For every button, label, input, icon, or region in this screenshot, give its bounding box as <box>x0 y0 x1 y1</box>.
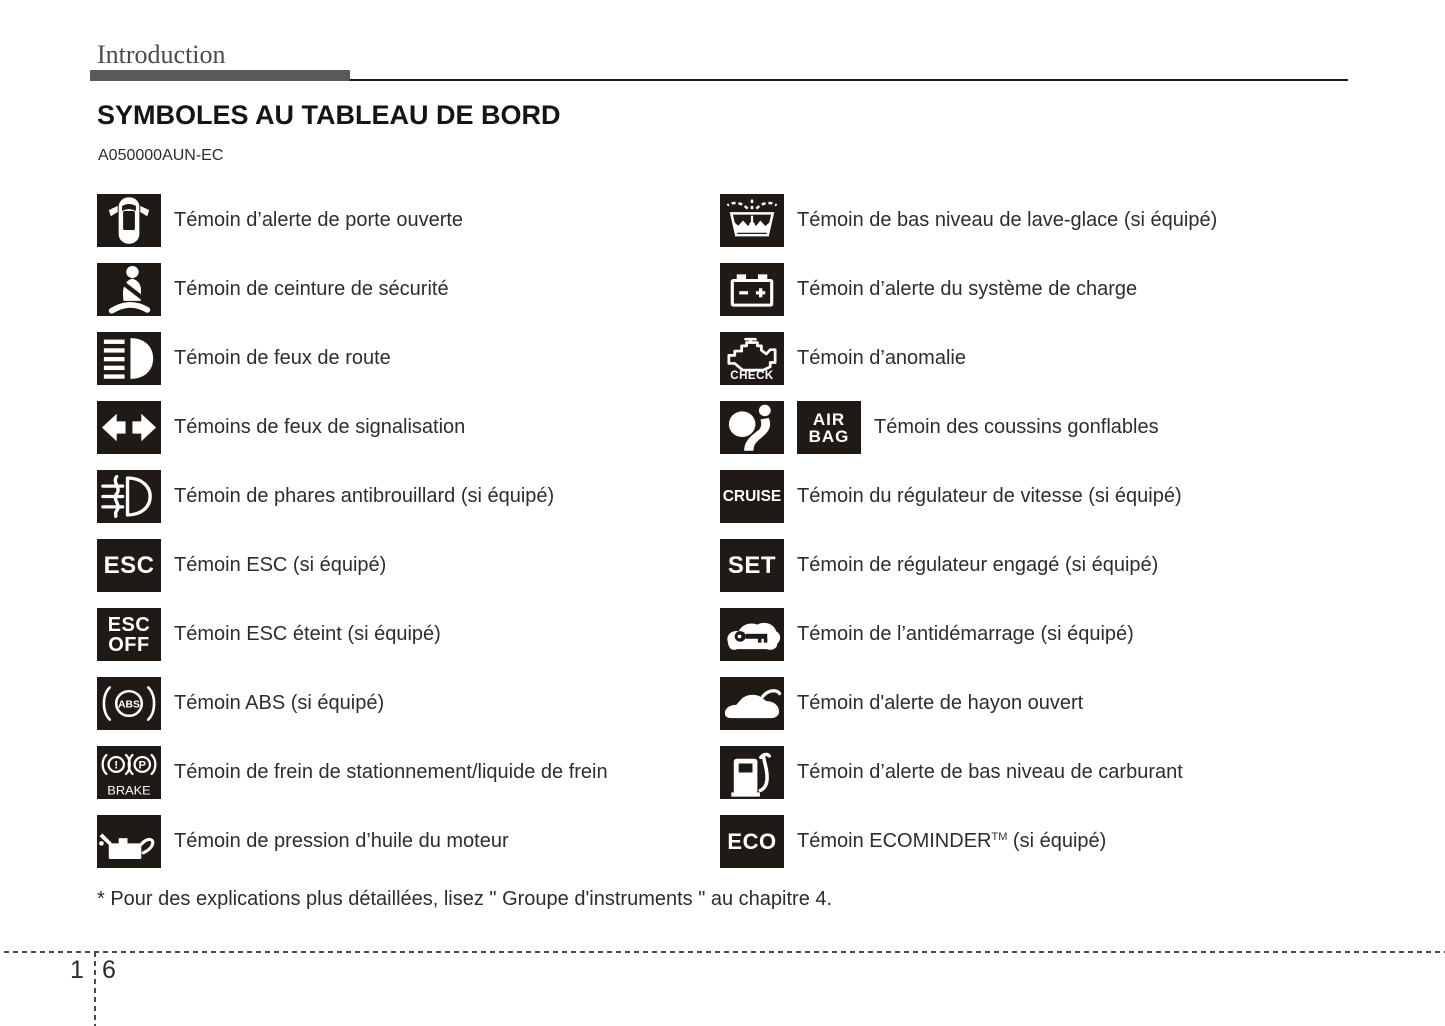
symbol-label: Témoin d’alerte du système de charge <box>797 278 1138 300</box>
cruise-icon-text: CRUISE <box>722 487 782 505</box>
symbol-label: Témoin du régulateur de vitesse (si équipé) <box>797 485 1182 507</box>
chapter-number: 1 <box>70 956 84 984</box>
oil-pressure-icon <box>97 815 161 868</box>
footer-vertical-dashed-line <box>94 952 96 1026</box>
check-engine-icon <box>720 332 784 385</box>
symbol-label: Témoin d'alerte de hayon ouvert <box>797 692 1084 714</box>
symbol-row <box>720 186 1425 255</box>
symbol-label: Témoin ESC (si équipé) <box>174 554 387 576</box>
footnote: * Pour des explications plus détaillées, lisez " Groupe d'instruments " au chapitre 4. <box>97 888 833 910</box>
check-engine-text: CHECK <box>730 370 774 383</box>
symbol-label: Témoin ESC éteint (si équipé) <box>174 623 441 645</box>
brake-exclamation-mark: ! <box>114 759 119 772</box>
symbol-row <box>720 600 1425 669</box>
symbol-label <box>797 830 1106 853</box>
symbol-row <box>720 462 1425 531</box>
air-bag-line2: BAG <box>808 426 850 446</box>
eco-label-text: Témoin ECOMINDER <box>797 830 992 852</box>
footer-dashed-divider <box>4 951 1445 953</box>
esc-off-line1: ESC <box>107 613 151 636</box>
symbol-label: Témoin de frein de stationnement/liquide de frein <box>174 761 608 783</box>
header-rule-line <box>350 79 1348 81</box>
symbol-label: Témoins de feux de signalisation <box>174 416 466 438</box>
symbol-label: Témoin des coussins gonflables <box>874 416 1159 438</box>
brake-icon <box>97 746 161 799</box>
set-icon-text: SET <box>727 551 777 579</box>
abs-icon-text: ABS <box>118 699 140 711</box>
section-code: A050000AUN-EC <box>98 147 224 164</box>
battery-charge-icon <box>720 263 784 316</box>
symbol-label: Témoin de régulateur engagé (si équipé) <box>797 554 1159 576</box>
symbol-row <box>720 738 1425 807</box>
symbol-label: Témoin de pression d’huile du moteur <box>174 830 509 852</box>
tailgate-open-icon <box>720 677 784 730</box>
cruise-icon <box>720 470 784 523</box>
set-icon <box>720 539 784 592</box>
symbol-row <box>97 807 720 876</box>
symbol-table <box>97 186 1425 876</box>
symbol-label: Témoin de l’antidémarrage (si équipé) <box>797 623 1134 645</box>
symbol-label: Témoin de feux de route <box>174 347 391 369</box>
symbol-row <box>97 738 720 807</box>
symbol-row <box>97 255 720 324</box>
air-bag-text-icon <box>797 401 861 454</box>
high-beam-icon <box>97 332 161 385</box>
esc-icon-text: ESC <box>103 551 155 579</box>
seat-belt-icon <box>97 263 161 316</box>
symbol-row <box>720 393 1425 462</box>
eco-icon <box>720 815 784 868</box>
low-fuel-icon <box>720 746 784 799</box>
eco-label-suffix: (si équipé) <box>1007 830 1107 852</box>
immobilizer-icon <box>720 608 784 661</box>
symbol-row <box>97 531 720 600</box>
eco-icon-text: ECO <box>727 828 777 854</box>
symbol-row <box>97 462 720 531</box>
trademark-superscript: TM <box>991 831 1008 843</box>
brake-icon-text: BRAKE <box>107 783 151 798</box>
chapter-header: Introduction <box>97 40 226 69</box>
symbol-label: Témoin de phares antibrouillard (si équipé) <box>174 485 555 507</box>
symbol-row <box>720 255 1425 324</box>
abs-icon <box>97 677 161 730</box>
symbol-label: Témoin d’alerte de bas niveau de carburant <box>797 761 1183 783</box>
right-column <box>720 186 1425 876</box>
symbol-label: Témoin d’anomalie <box>797 347 966 369</box>
header-rule-bar <box>90 70 350 81</box>
symbol-row <box>97 600 720 669</box>
symbol-row <box>97 669 720 738</box>
page-number: 6 <box>102 956 116 984</box>
symbol-row <box>97 186 720 255</box>
esc-off-line2: OFF <box>108 633 150 656</box>
symbol-label: Témoin de bas niveau de lave-glace (si équipé) <box>797 209 1218 231</box>
symbol-label: Témoin de ceinture de sécurité <box>174 278 449 300</box>
symbol-label: Témoin ABS (si équipé) <box>174 692 385 714</box>
esc-off-icon <box>97 608 161 661</box>
washer-fluid-icon <box>720 194 784 247</box>
turn-signal-icon <box>97 401 161 454</box>
door-open-warning-icon <box>97 194 161 247</box>
esc-icon <box>97 539 161 592</box>
symbol-row <box>720 669 1425 738</box>
left-column <box>97 186 720 876</box>
page-title: SYMBOLES AU TABLEAU DE BORD <box>97 100 561 130</box>
symbol-row <box>720 531 1425 600</box>
airbag-icon <box>720 401 784 454</box>
symbol-label: Témoin d’alerte de porte ouverte <box>174 209 464 231</box>
symbol-row <box>720 324 1425 393</box>
brake-p-mark: P <box>138 759 147 772</box>
fog-lamp-icon <box>97 470 161 523</box>
symbol-row <box>97 393 720 462</box>
symbol-row <box>97 324 720 393</box>
air-bag-line1: AIR <box>812 409 846 429</box>
symbol-row <box>720 807 1425 876</box>
